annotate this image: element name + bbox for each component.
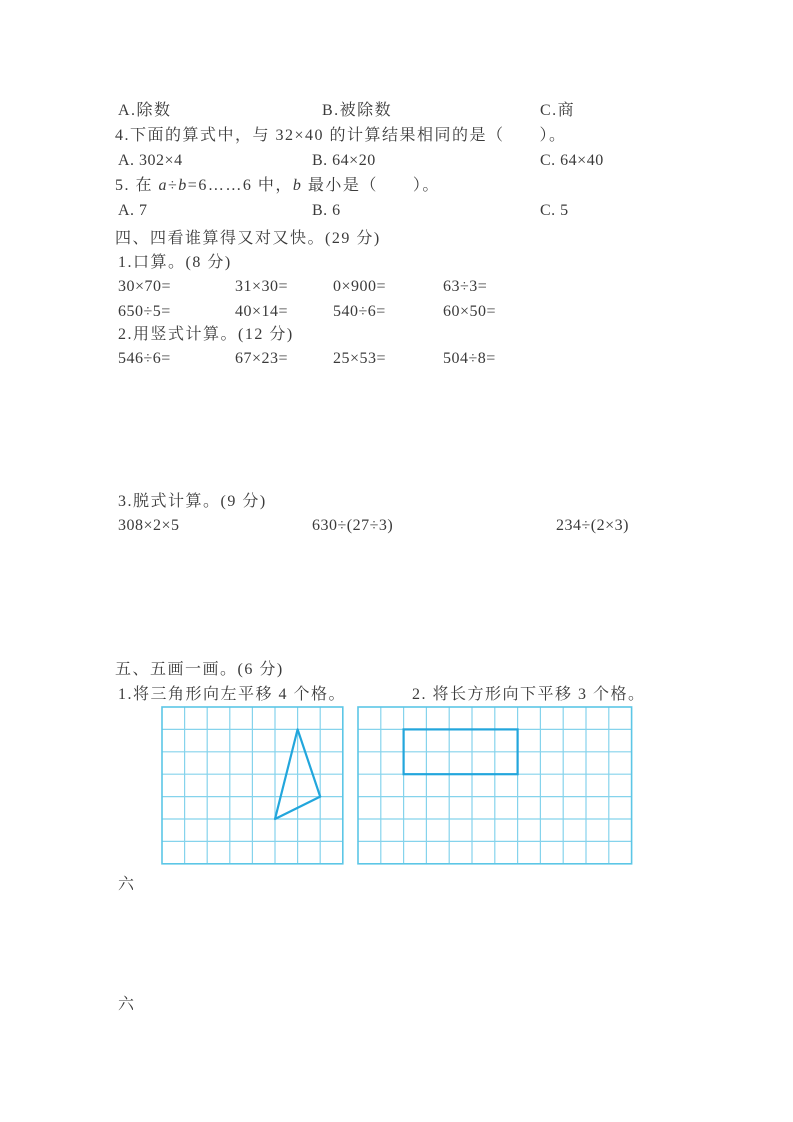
- option-c: C. 64×40: [540, 152, 604, 169]
- option-c: C. 5: [540, 202, 569, 219]
- option-a: A. 7: [118, 202, 148, 219]
- draw-item-1-label: 1.将三角形向左平移 4 个格。: [118, 686, 347, 703]
- option-c: C.商: [540, 102, 576, 119]
- option-b: B.被除数: [322, 102, 393, 119]
- calc-item: 504÷8=: [443, 350, 496, 367]
- section-4-title: 四、四看谁算得又对又快。(29 分): [115, 230, 381, 247]
- translation-grid-right: [356, 705, 634, 866]
- draw-item-2-label: 2. 将长方形向下平移 3 个格。: [412, 686, 646, 703]
- calc-item: 31×30=: [235, 278, 289, 295]
- option-a: A. 302×4: [118, 152, 183, 169]
- option-b: B. 6: [312, 202, 341, 219]
- question-5-text: [115, 177, 440, 195]
- vertical-calc-label: 2.用竖式计算。(12 分): [118, 326, 294, 343]
- calc-item: 40×14=: [235, 303, 289, 320]
- calc-item: 25×53=: [333, 350, 387, 367]
- section-6-marker: 六: [118, 876, 136, 893]
- calc-item: 540÷6=: [333, 303, 386, 320]
- calc-item: 308×2×5: [118, 517, 180, 534]
- calc-item: 650÷5=: [118, 303, 171, 320]
- calc-item: 0×900=: [333, 278, 387, 295]
- option-b: B. 64×20: [312, 152, 376, 169]
- calc-item: 234÷(2×3): [556, 517, 629, 534]
- calc-item: 30×70=: [118, 278, 172, 295]
- question-5-segment: 5. 在: [115, 177, 159, 194]
- calc-item: 60×50=: [443, 303, 497, 320]
- section-6-marker: 六: [118, 996, 136, 1013]
- translation-grid-left: [160, 705, 345, 866]
- variable-b: b: [292, 177, 303, 194]
- division-sign: ÷: [168, 177, 179, 194]
- oral-calc-label: 1.口算。(8 分): [118, 254, 232, 271]
- calc-item: 546÷6=: [118, 350, 171, 367]
- section-5-title: 五、五画一画。(6 分): [115, 661, 284, 678]
- calc-item: 63÷3=: [443, 278, 488, 295]
- variable-a: a: [158, 177, 169, 194]
- calc-item: 630÷(27÷3): [312, 517, 394, 534]
- question-4-text: 4.下面的算式中，与 32×40 的计算结果相同的是（ ）。: [115, 127, 567, 144]
- question-5-segment: 最小是（ ）。: [302, 177, 440, 194]
- variable-b: b: [178, 177, 188, 194]
- option-a: A.除数: [118, 102, 172, 119]
- stepwise-calc-label: 3.脱式计算。(9 分): [118, 493, 267, 510]
- question-5-segment: =6……6 中，: [187, 177, 293, 194]
- calc-item: 67×23=: [235, 350, 289, 367]
